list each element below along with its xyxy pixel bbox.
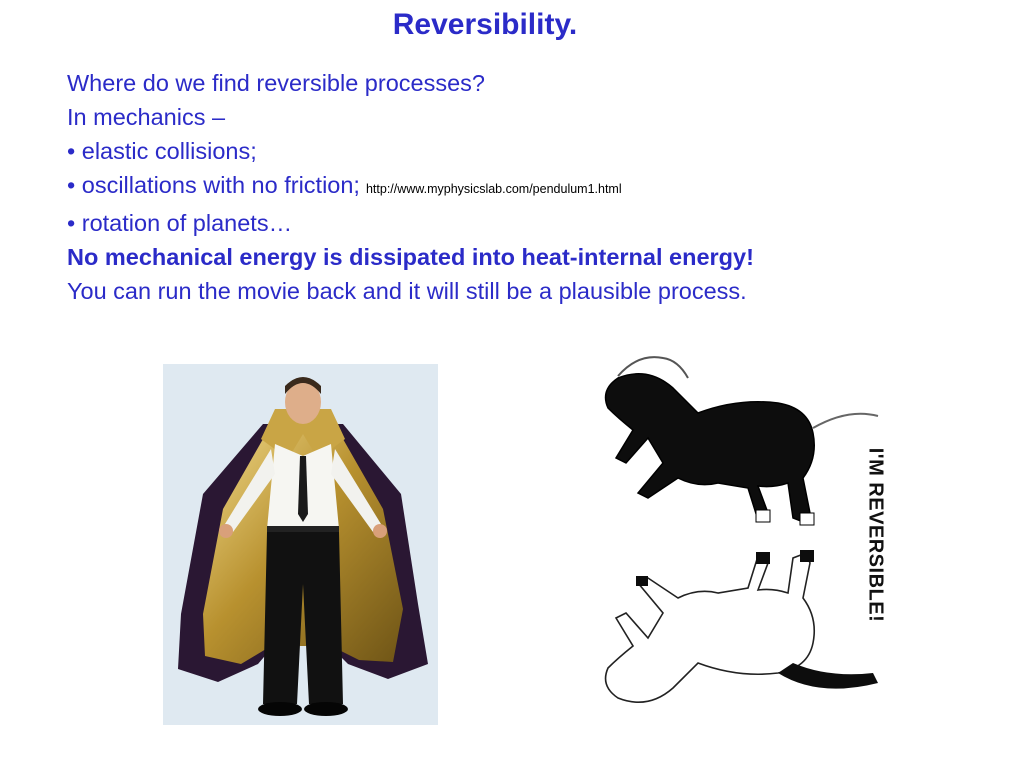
bullet-rotation-planets: • rotation of planets… xyxy=(67,210,293,236)
reversible-label: I'M REVERSIBLE! xyxy=(864,447,887,623)
bullet-elastic-collisions: • elastic collisions; xyxy=(67,138,257,164)
slide-body xyxy=(67,66,967,308)
mechanics-line: In mechanics – xyxy=(67,104,226,130)
reversible-horse-drawing xyxy=(578,338,894,734)
slide-title: Reversibility. xyxy=(392,8,578,41)
cape-photo xyxy=(163,364,438,725)
question-line: Where do we find reversible processes? xyxy=(67,70,485,96)
bullet-oscillations xyxy=(67,168,967,206)
movie-line: You can run the movie back and it will still be a plausible process. xyxy=(67,278,747,304)
emphasis-line: No mechanical energy is dissipated into heat-internal energy! xyxy=(67,244,754,270)
cape-man-illustration xyxy=(163,364,438,725)
horse-illustration xyxy=(578,338,894,734)
pendulum-link[interactable]: http://www.myphysicslab.com/pendulum1.html xyxy=(365,182,622,196)
bullet-oscillations-text: • oscillations with no friction; xyxy=(67,172,360,198)
